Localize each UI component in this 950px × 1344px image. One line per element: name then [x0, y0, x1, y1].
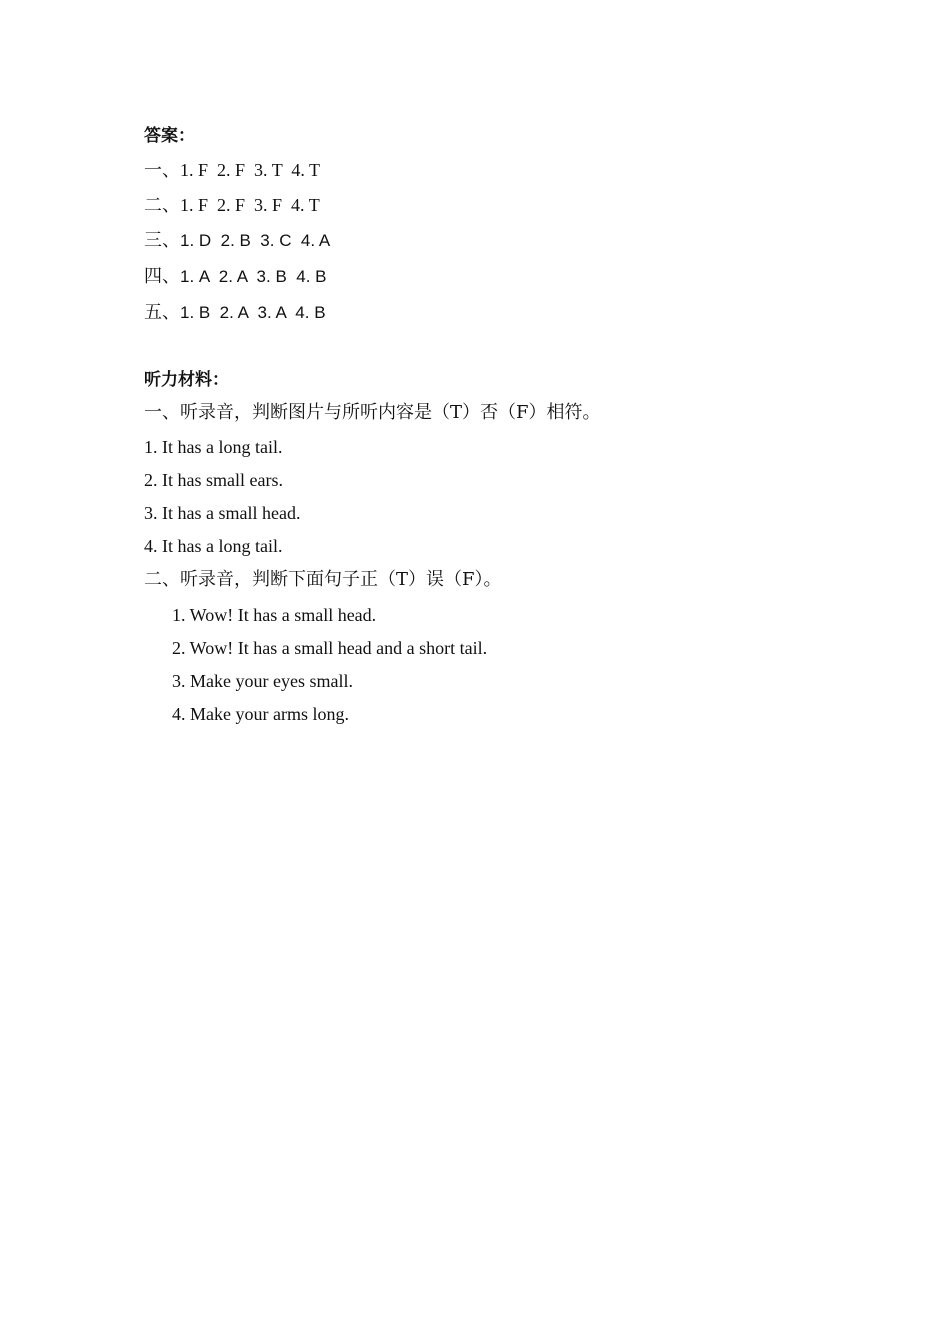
section2-item: 3. Make your eyes small.	[172, 671, 353, 691]
answers-heading: 答案：	[144, 126, 195, 146]
answer-row	[144, 265, 326, 288]
section2-title: 二、听录音，判断下面句子正（T）误（F）。	[144, 569, 502, 590]
answer-row-prefix: 二、	[144, 195, 180, 216]
section2-item: 1. Wow! It has a small head.	[172, 605, 377, 625]
answer-row	[144, 194, 320, 217]
answer-row-prefix: 四、	[144, 266, 180, 287]
listening-heading: 听力材料：	[144, 370, 229, 390]
answer-row-text: 1. B 2. A 3. A 4. B	[180, 303, 326, 322]
section2-item: 4. Make your arms long.	[172, 704, 349, 724]
section2-item: 2. Wow! It has a small head and a short tail.	[172, 638, 488, 658]
section1-item: 4. It has a long tail.	[144, 536, 283, 556]
answer-row-text: 1. F 2. F 3. T 4. T	[180, 160, 321, 180]
answer-row-text: 1. D 2. B 3. C 4. A	[180, 231, 331, 250]
answer-row-prefix: 五、	[144, 302, 180, 323]
answer-row-text: 1. A 2. A 3. B 4. B	[180, 267, 327, 286]
section1-item: 3. It has a small head.	[144, 503, 301, 523]
section1-item: 1. It has a long tail.	[144, 437, 283, 457]
section1-item: 2. It has small ears.	[144, 470, 283, 490]
answer-row	[144, 229, 330, 252]
section1-title: 一、听录音，判断图片与所听内容是（T）否（F）相符。	[144, 402, 601, 423]
answer-row-prefix: 三、	[144, 230, 180, 251]
answer-row-prefix: 一、	[144, 160, 180, 181]
answer-row	[144, 301, 326, 324]
answer-row-text: 1. F 2. F 3. F 4. T	[180, 195, 320, 215]
answer-row	[144, 159, 320, 182]
